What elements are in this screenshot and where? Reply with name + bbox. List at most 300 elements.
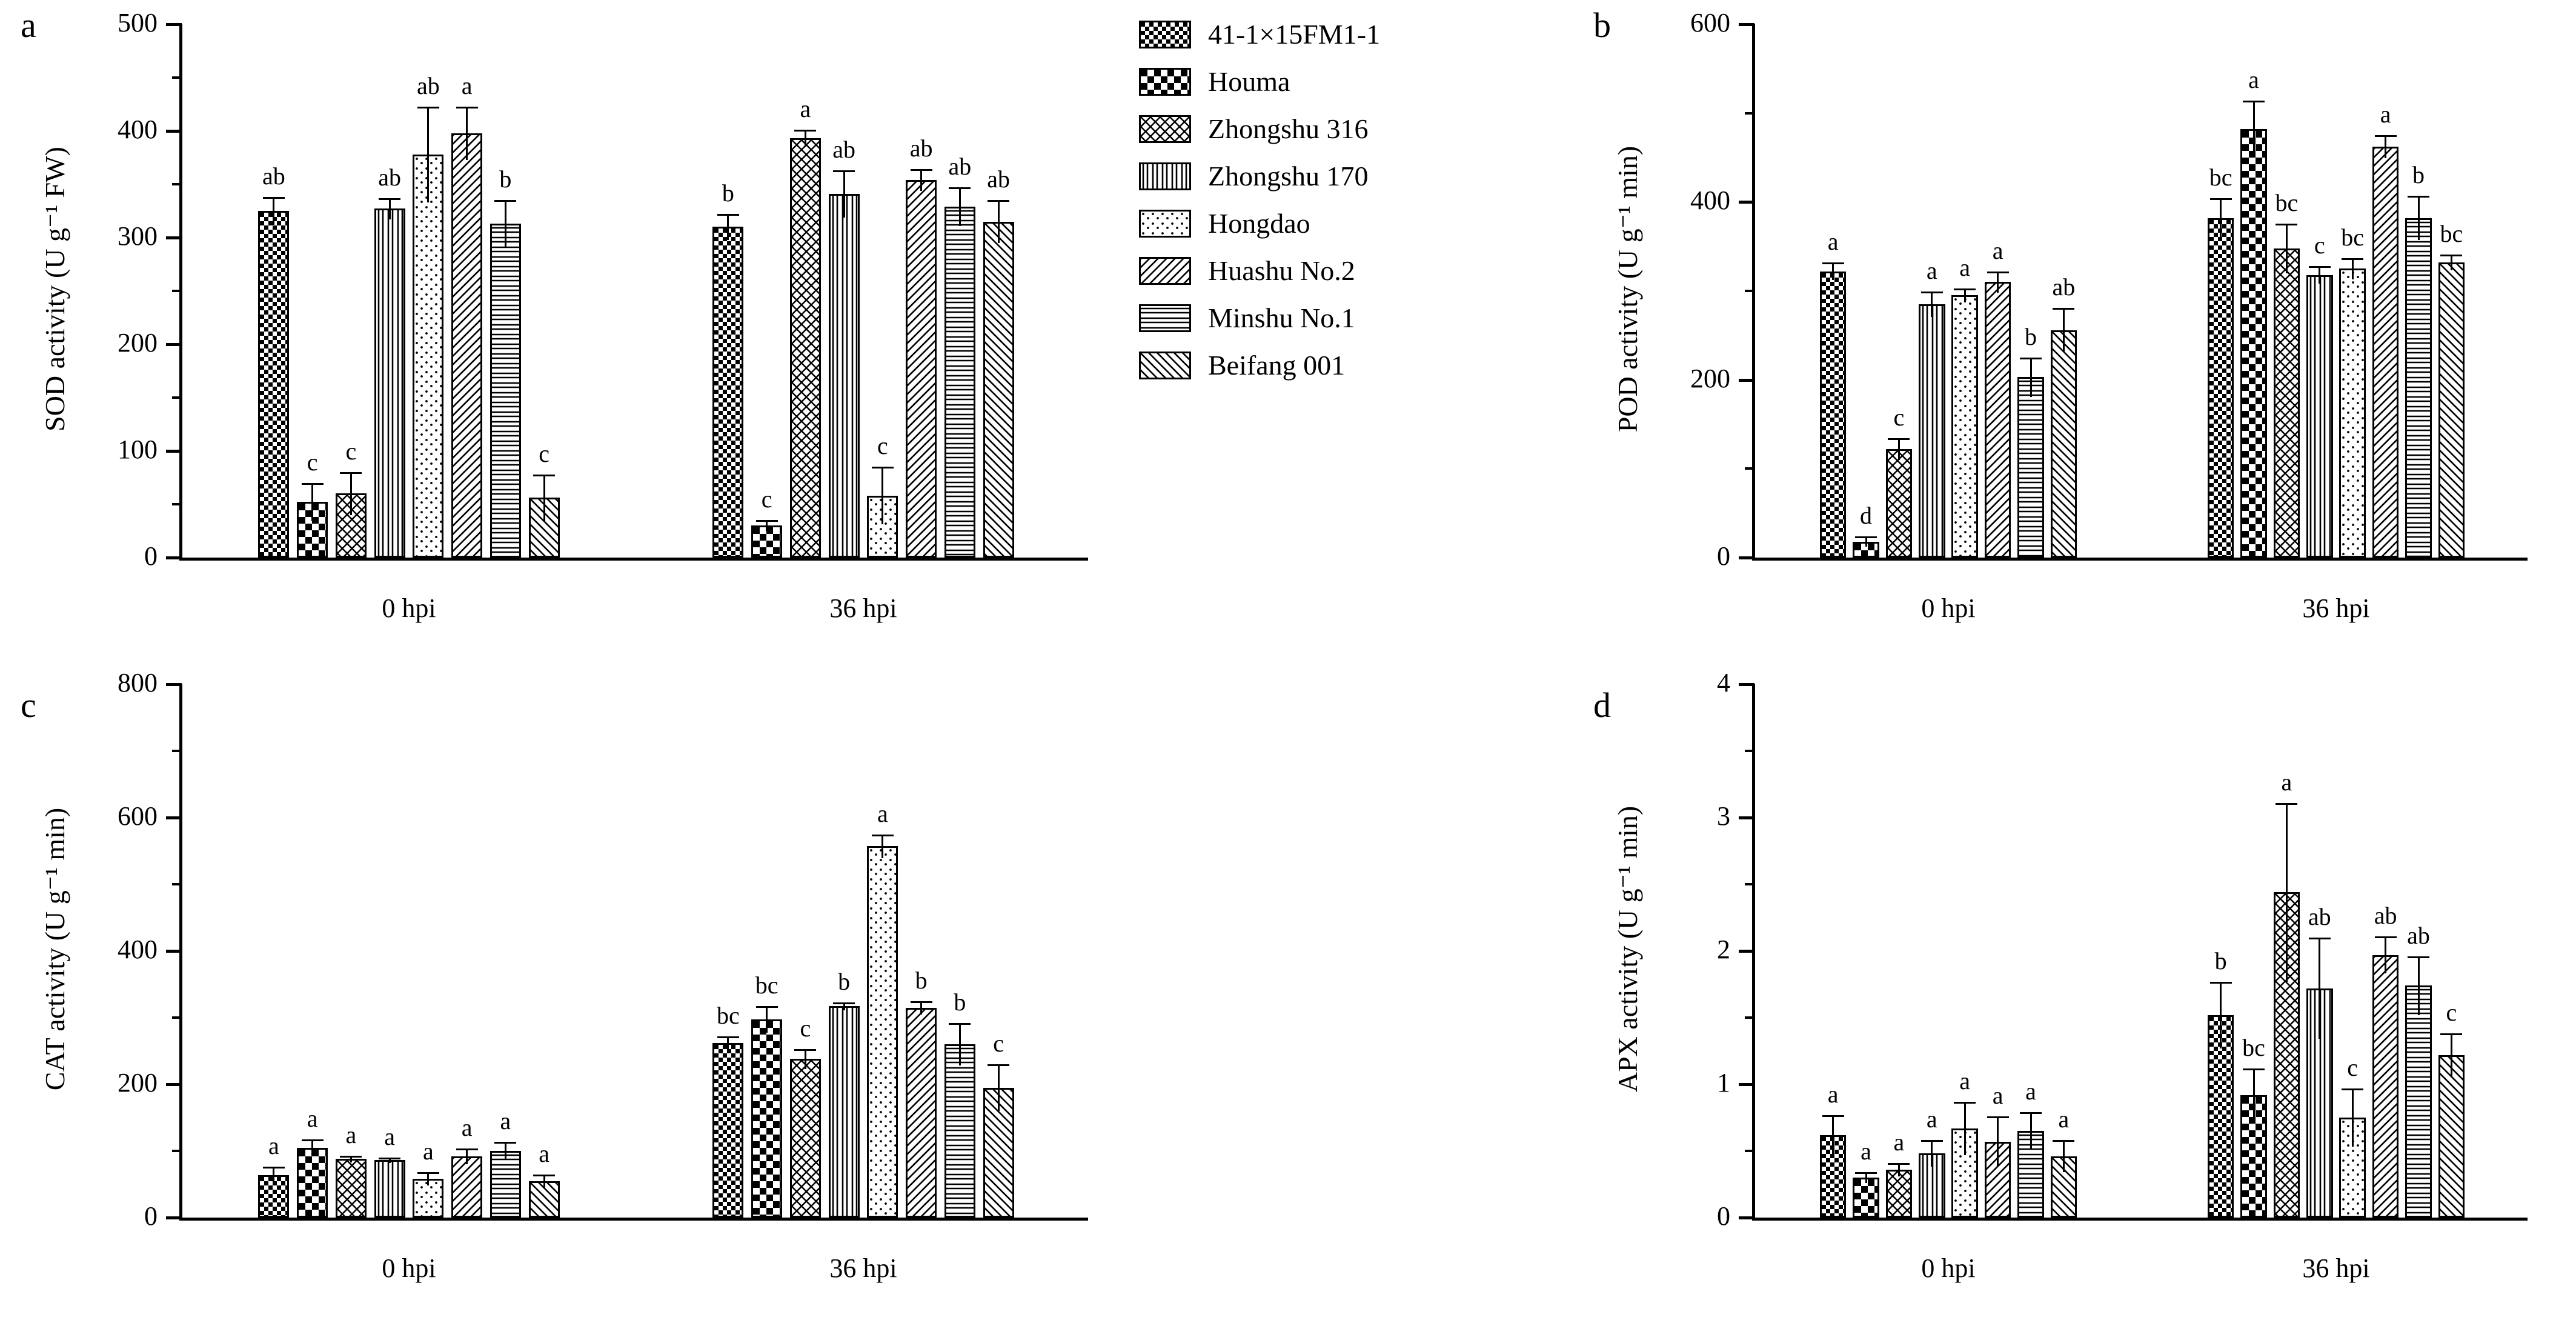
- error-bar: [959, 187, 961, 225]
- error-bar: [1964, 288, 1966, 302]
- error-bar-cap: [340, 472, 362, 474]
- error-bar: [1931, 1140, 1933, 1167]
- x-axis-line: [1752, 558, 2528, 561]
- y-axis-label: POD activity (U g⁻¹ min): [1612, 145, 1643, 433]
- y-axis-tick: [166, 23, 182, 26]
- error-bar-cap: [2053, 1140, 2074, 1142]
- bar: [451, 133, 482, 558]
- error-bar: [2220, 982, 2222, 1048]
- significance-label: a: [1861, 1138, 1871, 1165]
- significance-label: a: [2058, 1105, 2070, 1133]
- legend-swatch-icon: [1139, 21, 1191, 48]
- legend-item-label: Houma: [1208, 66, 1290, 97]
- legend-item: [1139, 207, 1380, 239]
- error-bar-cap: [302, 483, 324, 485]
- legend-item: [1139, 65, 1380, 98]
- bar: [2017, 377, 2044, 558]
- error-bar: [543, 1175, 545, 1188]
- error-bar-cap: [533, 1175, 555, 1176]
- error-bar-cap: [1921, 292, 1943, 293]
- y-axis-tick: [1739, 950, 1754, 953]
- y-axis-minor-tick: [1745, 750, 1754, 752]
- significance-label: a: [1992, 1081, 2003, 1109]
- error-bar-cap: [2243, 101, 2265, 102]
- error-bar: [2319, 938, 2320, 1039]
- legend-item: [1139, 255, 1380, 287]
- y-axis-tick: [166, 556, 182, 559]
- y-axis-tick: [1739, 23, 1754, 26]
- x-axis-group-label: 0 hpi: [382, 1253, 436, 1283]
- significance-label: ab: [2374, 901, 2397, 929]
- bar: [2208, 218, 2234, 558]
- error-bar: [959, 1023, 961, 1065]
- error-bar: [2418, 196, 2420, 240]
- legend-item-label: Zhongshu 316: [1208, 113, 1369, 144]
- error-bar: [727, 214, 729, 239]
- error-bar-cap: [756, 520, 778, 522]
- error-bar-cap: [2342, 1088, 2363, 1090]
- bar: [944, 1044, 975, 1218]
- significance-label: a: [268, 1132, 279, 1160]
- error-bar: [543, 475, 545, 521]
- error-bar-cap: [717, 214, 739, 216]
- y-axis-tick: [166, 950, 182, 953]
- legend-item-label: Minshu No.1: [1208, 302, 1355, 333]
- y-axis-tick: [1739, 1216, 1754, 1219]
- significance-label: c: [800, 1014, 811, 1042]
- bar: [2274, 248, 2300, 558]
- significance-label: bc: [755, 972, 778, 999]
- significance-label: b: [2214, 947, 2227, 975]
- error-bar: [2220, 198, 2222, 238]
- x-axis-group-label: 0 hpi: [382, 593, 436, 623]
- legend-swatch-icon: [1139, 210, 1191, 238]
- error-bar-cap: [794, 1049, 816, 1051]
- significance-label: bc: [716, 1001, 740, 1029]
- y-axis-tick: [1739, 379, 1754, 382]
- significance-label: c: [539, 439, 549, 467]
- y-axis-tick: [166, 236, 182, 239]
- error-bar: [805, 1049, 806, 1069]
- bar: [413, 155, 443, 558]
- bar: [751, 1019, 782, 1218]
- x-axis-line: [1752, 1218, 2528, 1221]
- y-axis-minor-tick: [172, 290, 182, 292]
- error-bar-cap: [2243, 1068, 2265, 1070]
- y-axis-minor-tick: [1745, 883, 1754, 885]
- error-bar-cap: [456, 1148, 478, 1150]
- y-axis-minor-tick: [172, 750, 182, 752]
- error-bar-cap: [2020, 358, 2042, 359]
- error-bar-cap: [2210, 982, 2232, 984]
- bar: [2339, 268, 2366, 558]
- significance-label: a: [800, 95, 811, 123]
- significance-label: b: [2412, 161, 2425, 189]
- significance-label: a: [539, 1139, 549, 1167]
- error-bar: [2451, 255, 2452, 270]
- error-bar: [505, 200, 506, 247]
- error-bar: [2451, 1033, 2452, 1076]
- error-bar-cap: [1954, 288, 1976, 290]
- y-axis-minor-tick: [1745, 1016, 1754, 1019]
- significance-label: a: [500, 1107, 511, 1135]
- error-bar: [273, 1167, 274, 1182]
- significance-label: ab: [909, 135, 933, 162]
- error-bar-cap: [2309, 938, 2331, 939]
- bar: [258, 211, 289, 558]
- error-bar: [427, 1172, 429, 1185]
- bar: [2306, 275, 2333, 558]
- bar: [1886, 1170, 1913, 1218]
- y-axis-tick: [1739, 816, 1754, 819]
- y-axis-minor-tick: [1745, 290, 1754, 292]
- y-axis-minor-tick: [172, 503, 182, 505]
- y-axis-tick: [1739, 201, 1754, 204]
- significance-label: a: [1926, 257, 1937, 285]
- error-bar: [2352, 1088, 2354, 1147]
- significance-label: bc: [2341, 223, 2365, 251]
- error-bar-cap: [417, 107, 439, 108]
- bar: [790, 138, 821, 558]
- error-bar: [2352, 258, 2354, 279]
- error-bar-cap: [949, 187, 971, 189]
- significance-label: c: [345, 438, 357, 465]
- x-axis-group-label: 36 hpi: [829, 1253, 897, 1283]
- significance-label: a: [2248, 66, 2259, 94]
- y-axis-tick: [166, 816, 182, 819]
- significance-label: c: [2314, 231, 2325, 259]
- significance-label: ab: [2308, 903, 2331, 930]
- y-axis-tick-label: 200: [118, 1068, 158, 1098]
- error-bar-cap: [2210, 198, 2232, 200]
- x-axis-group-label: 0 hpi: [1921, 593, 1976, 623]
- significance-label: a: [1926, 1105, 1937, 1133]
- significance-label: b: [499, 165, 512, 193]
- bar: [2438, 1055, 2465, 1218]
- error-bar-cap: [1987, 272, 2009, 273]
- y-axis-tick: [166, 450, 182, 453]
- bar: [2438, 262, 2465, 558]
- y-axis-tick-label: 600: [118, 801, 158, 831]
- y-axis-minor-tick: [172, 883, 182, 885]
- error-bar-cap: [872, 835, 894, 836]
- error-bar-cap: [302, 1139, 324, 1141]
- significance-label: a: [877, 799, 888, 827]
- significance-label: bc: [2209, 164, 2232, 192]
- error-bar-cap: [2276, 803, 2297, 805]
- error-bar-cap: [1888, 1163, 1910, 1165]
- error-bar-cap: [2408, 956, 2429, 958]
- y-axis-tick: [166, 343, 182, 346]
- legend-swatch-icon: [1139, 352, 1191, 379]
- error-bar: [1832, 1115, 1834, 1155]
- y-axis-tick: [166, 1083, 182, 1086]
- bar: [944, 207, 975, 558]
- y-axis-tick-label: 200: [118, 328, 158, 358]
- error-bar: [427, 107, 429, 202]
- error-bar-cap: [1888, 438, 1910, 440]
- error-bar: [389, 198, 391, 219]
- y-axis-tick: [1739, 1083, 1754, 1086]
- y-axis-minor-tick: [172, 396, 182, 399]
- error-bar-cap: [1822, 1115, 1844, 1117]
- legend-item-label: Zhongshu 170: [1208, 161, 1369, 192]
- legend-item: [1139, 302, 1380, 334]
- y-axis-tick-label: 300: [118, 221, 158, 251]
- error-bar: [2385, 135, 2386, 158]
- significance-label: a: [2025, 1078, 2036, 1105]
- y-axis-tick-label: 0: [144, 541, 158, 571]
- error-bar: [1931, 292, 1933, 316]
- error-bar: [2385, 936, 2386, 974]
- error-bar-cap: [911, 169, 932, 171]
- significance-label: c: [1893, 404, 1905, 432]
- significance-label: ab: [378, 163, 401, 191]
- legend-item: [1139, 18, 1380, 50]
- bar: [1951, 295, 1978, 558]
- y-axis-minor-tick: [172, 1016, 182, 1019]
- chart-legend: [1139, 18, 1380, 396]
- significance-label: c: [307, 448, 318, 476]
- x-axis-line: [179, 1218, 1088, 1221]
- y-axis-tick-label: 100: [118, 435, 158, 464]
- y-axis-minor-tick: [172, 183, 182, 185]
- significance-label: a: [1959, 253, 1971, 281]
- significance-label: c: [877, 432, 888, 460]
- error-bar: [920, 1001, 922, 1015]
- error-bar: [466, 1148, 468, 1164]
- bar: [374, 1160, 405, 1218]
- significance-label: b: [954, 988, 966, 1016]
- bar: [451, 1156, 482, 1218]
- error-bar-cap: [833, 170, 855, 172]
- significance-label: bc: [2440, 219, 2463, 247]
- bar: [1919, 304, 1945, 558]
- panel-letter-c: c: [21, 685, 36, 725]
- y-axis-tick: [166, 683, 182, 686]
- error-bar-cap: [417, 1172, 439, 1174]
- panel-letter-d: d: [1593, 685, 1611, 725]
- error-bar: [766, 1006, 768, 1033]
- error-bar: [2286, 803, 2288, 982]
- error-bar: [466, 107, 468, 160]
- significance-label: ab: [2052, 273, 2076, 301]
- bar: [867, 846, 898, 1218]
- bar: [2051, 330, 2077, 558]
- y-axis-label: SOD activity (U g⁻¹ FW): [39, 147, 70, 432]
- significance-label: b: [2025, 323, 2037, 350]
- x-axis-group-label: 0 hpi: [1921, 1253, 1976, 1283]
- chart-panel-pod: [1573, 0, 2576, 660]
- error-bar: [805, 130, 806, 147]
- y-axis-tick-label: 600: [1690, 8, 1730, 38]
- y-axis-tick: [1739, 556, 1754, 559]
- error-bar: [998, 200, 1000, 242]
- bar: [374, 208, 405, 558]
- significance-label: a: [345, 1121, 357, 1148]
- bar: [906, 1008, 937, 1218]
- error-bar: [2319, 266, 2320, 284]
- x-axis-group-label: 36 hpi: [829, 593, 897, 623]
- y-axis-minor-tick: [172, 1150, 182, 1152]
- significance-label: a: [1893, 1128, 1905, 1156]
- error-bar-cap: [1822, 262, 1844, 264]
- bar: [297, 1148, 328, 1218]
- y-axis-tick-label: 400: [1690, 185, 1730, 216]
- y-axis-minor-tick: [172, 76, 182, 79]
- error-bar: [2030, 358, 2032, 397]
- error-bar: [2063, 1140, 2065, 1172]
- bar: [490, 224, 521, 558]
- error-bar: [1997, 1116, 1999, 1167]
- y-axis-tick-label: 200: [1690, 363, 1730, 393]
- significance-label: ab: [987, 165, 1010, 193]
- error-bar-cap: [717, 1036, 739, 1038]
- error-bar-cap: [794, 130, 816, 132]
- legend-swatch-icon: [1139, 68, 1191, 96]
- significance-label: a: [422, 1138, 434, 1165]
- significance-label: a: [1959, 1067, 1971, 1095]
- significance-label: bc: [2242, 1033, 2265, 1061]
- y-axis-tick-label: 800: [118, 668, 158, 698]
- y-axis-minor-tick: [1745, 1150, 1754, 1152]
- bar: [2405, 218, 2432, 558]
- error-bar-cap: [340, 1156, 362, 1158]
- bar: [829, 1006, 860, 1218]
- legend-swatch-icon: [1139, 257, 1191, 285]
- error-bar-cap: [1855, 1172, 1877, 1174]
- significance-label: b: [915, 966, 928, 994]
- significance-label: a: [1827, 1080, 1839, 1108]
- y-axis-tick-label: 1: [1717, 1068, 1730, 1098]
- significance-label: a: [2281, 768, 2292, 796]
- significance-label: a: [2380, 101, 2391, 128]
- significance-label: c: [993, 1030, 1004, 1057]
- error-bar-cap: [494, 200, 516, 202]
- significance-label: c: [2446, 999, 2457, 1027]
- error-bar-cap: [833, 1002, 855, 1004]
- significance-label: b: [838, 967, 851, 995]
- error-bar-cap: [756, 1006, 778, 1008]
- significance-label: a: [307, 1105, 318, 1133]
- error-bar: [311, 1139, 313, 1155]
- significance-label: bc: [2275, 188, 2299, 216]
- error-bar-cap: [911, 1001, 932, 1003]
- error-bar: [1898, 1163, 1900, 1176]
- y-axis-tick-label: 0: [144, 1201, 158, 1231]
- y-axis-tick-label: 0: [1717, 541, 1730, 571]
- bar: [1886, 449, 1913, 558]
- error-bar: [311, 483, 313, 521]
- error-bar: [273, 197, 274, 225]
- error-bar: [2030, 1112, 2032, 1150]
- bar: [712, 1043, 743, 1218]
- error-bar-cap: [2053, 308, 2074, 310]
- y-axis-tick-label: 4: [1717, 668, 1730, 698]
- legend-swatch-icon: [1139, 115, 1191, 143]
- bar: [1853, 1178, 1879, 1218]
- y-axis-tick: [166, 130, 182, 133]
- error-bar: [881, 467, 883, 524]
- y-axis-tick-label: 3: [1717, 801, 1730, 831]
- error-bar-cap: [494, 1142, 516, 1144]
- y-axis-tick-label: 400: [118, 115, 158, 144]
- bar: [906, 180, 937, 558]
- x-axis-group-label: 36 hpi: [2302, 593, 2370, 623]
- panel-letter-a: a: [21, 5, 36, 45]
- error-bar: [505, 1142, 506, 1161]
- error-bar-cap: [2440, 255, 2462, 256]
- error-bar-cap: [2276, 224, 2297, 225]
- significance-label: a: [384, 1123, 395, 1150]
- significance-label: ab: [832, 136, 855, 164]
- error-bar: [2418, 956, 2420, 1015]
- error-bar-cap: [456, 107, 478, 108]
- error-bar: [350, 472, 352, 515]
- error-bar-cap: [2440, 1033, 2462, 1035]
- significance-label: ab: [262, 162, 285, 190]
- significance-label: ab: [416, 72, 440, 99]
- y-axis-tick: [166, 1216, 182, 1219]
- bar: [2372, 147, 2399, 558]
- error-bar-cap: [2375, 135, 2397, 137]
- bar: [829, 194, 860, 558]
- y-axis-tick-label: 2: [1717, 935, 1730, 964]
- error-bar: [881, 835, 883, 859]
- error-bar: [1964, 1102, 1966, 1155]
- legend-swatch-icon: [1139, 162, 1191, 190]
- chart-panel-sod: [0, 0, 1288, 660]
- legend-item: [1139, 113, 1380, 145]
- significance-label: a: [461, 72, 473, 99]
- error-bar-cap: [263, 1167, 285, 1168]
- error-bar-cap: [533, 475, 555, 476]
- error-bar: [1898, 438, 1900, 459]
- error-bar: [2063, 308, 2065, 352]
- error-bar-cap: [1987, 1116, 2009, 1118]
- panel-letter-b: b: [1593, 5, 1611, 45]
- bar: [790, 1059, 821, 1218]
- legend-item-label: Huashu No.2: [1208, 255, 1355, 286]
- bar: [2372, 955, 2399, 1218]
- bar: [336, 1159, 367, 1218]
- chart-panel-apx: [1573, 660, 2576, 1320]
- significance-label: c: [761, 485, 772, 513]
- error-bar: [2253, 1068, 2255, 1122]
- x-axis-line: [179, 558, 1088, 561]
- x-axis-group-label: 36 hpi: [2302, 1253, 2370, 1283]
- y-axis-label: CAT activity (U g⁻¹ min): [39, 807, 70, 1091]
- significance-label: a: [1827, 228, 1839, 256]
- error-bar: [1832, 262, 1834, 280]
- significance-label: ab: [948, 153, 972, 181]
- legend-item: [1139, 160, 1380, 192]
- legend-item-label: Beifang 001: [1208, 350, 1346, 381]
- error-bar-cap: [379, 198, 400, 200]
- significance-label: d: [1860, 501, 1872, 529]
- chart-panel-cat: [0, 660, 1288, 1320]
- error-bar: [2253, 101, 2255, 158]
- y-axis-minor-tick: [1745, 112, 1754, 115]
- legend-swatch-icon: [1139, 304, 1191, 332]
- legend-item-label: Hongdao: [1208, 208, 1310, 239]
- error-bar-cap: [1855, 536, 1877, 538]
- error-bar: [727, 1036, 729, 1050]
- error-bar: [843, 170, 845, 217]
- y-axis-tick-label: 0: [1717, 1201, 1730, 1231]
- error-bar-cap: [872, 467, 894, 468]
- y-axis-minor-tick: [1745, 467, 1754, 470]
